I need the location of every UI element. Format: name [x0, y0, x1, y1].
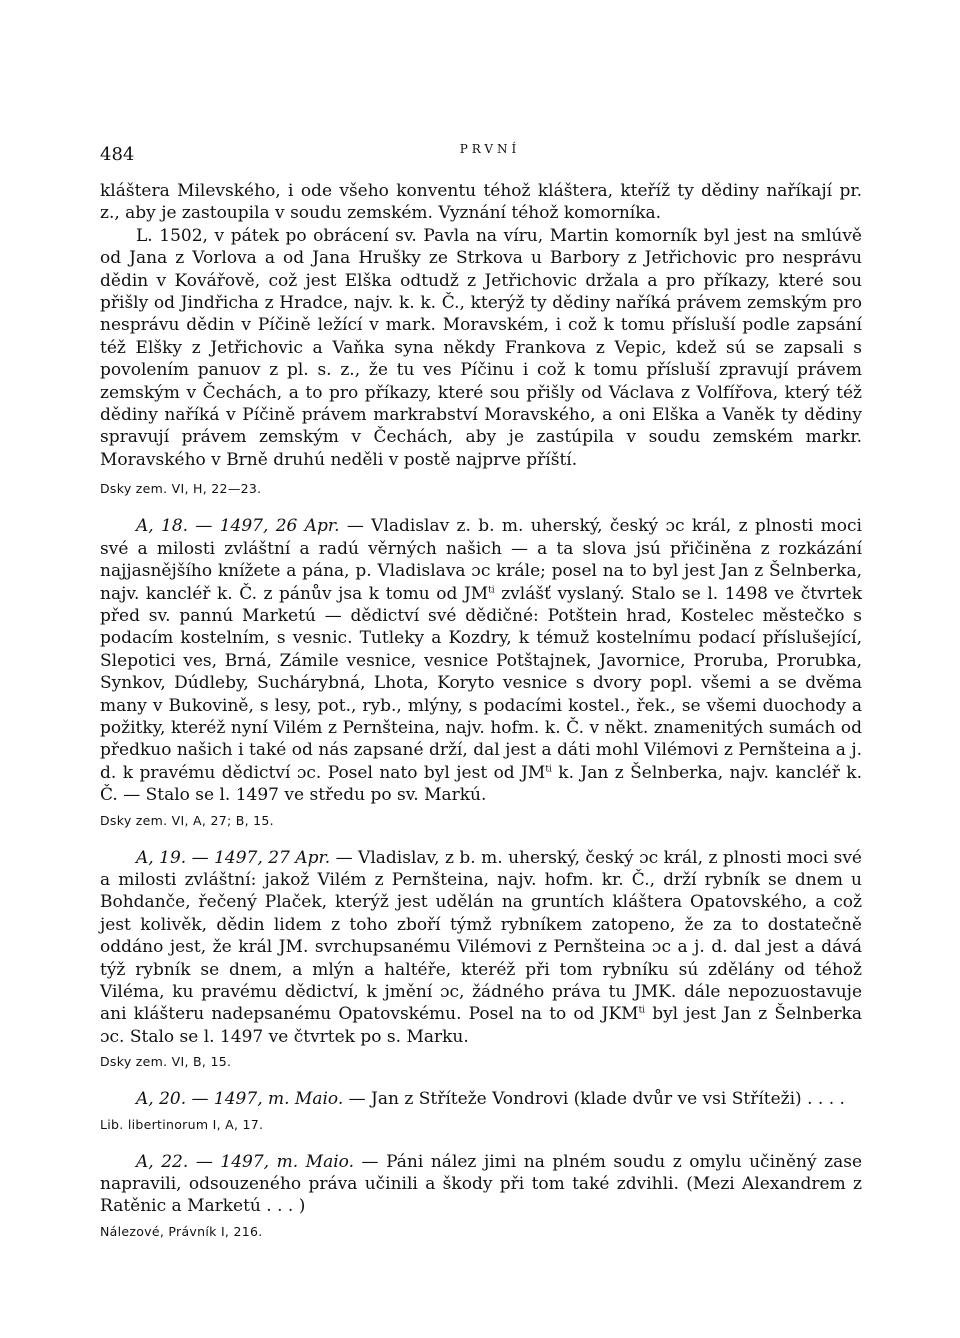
entry-text: — Vladislav z. b. m. uherský, český ɔc král, z plnosti moci své a milosti zvláštní a radú věrných našich — a ta slova jsú přičiněna z rozkázání najjasnějšího knížete a pána, p. Vladislava ɔc krále; posel na to byl jest Jan z Šelnberka, najv. kancléř k. Č. z pánův jsa k tomu od JM — [100, 516, 862, 604]
source-citation: Dsky zem. VI, B, 15. — [100, 1054, 232, 1070]
entry-a18 — [100, 515, 862, 828]
entry-heading: A, 22. — 1497, m. Maio. — [136, 1151, 354, 1172]
running-title: PRVNÍ — [459, 142, 521, 156]
preamble-record-paragraph: L. 1502, v pátek po obrácení sv. Pavla na víru, Martin komorník byl jest na smlúvě od Jana z Vorlova a od Jana Hrušky ze Strkova u Barbory z Jetřichovic pro nesprávu dědin v Kovářově, což jest Elška odtudž z Jetřichovic držala a pro příkazy, které sou přišly od Jindřicha z Hradce, najv. k. k. Č., kterýž ty dědiny naříká právem zemským pro nesprávu dědin v Píčině ležící v mark. Moravském, i což k tomu přísluší podle zapsání též Elšky z Jetřichovic a Vaňka syna někdy Frankova z Vepic, kdež sú se zapsali s povolením panuov z pl. s. z., že tu ves Píčinu i což k tomu přísluší zpravují právem zemským v Čechách, a to pro příkazy, které sou přišly od Václava z Volfířova, který též dědiny naříká v Píčině právem markrabství Moravského, a oni Elška a Vaněk ty dědiny spravují právem zemským v Čechách, aby je zastúpila v soudu zemském markr. Moravského v Brně druhú neděli v postě najprve příští. — [100, 225, 862, 470]
body-text — [100, 180, 862, 1240]
entry-text: — Páni nález jimi na plném soudu z omylu učiněný zase napravili, odsouzeného práva učinili a škody při tom také zdvihli. (Mezi Alexandrem z Ratěnic a Marketú . . . ) — [100, 1151, 863, 1217]
entry-text: k. Jan z Šelnberka, najv. kancléř k. Č. — Stalo se l. 1497 ve středu po sv. Markú. — [100, 762, 862, 806]
entry-a19 — [100, 847, 862, 1071]
superscript: ti — [488, 584, 495, 595]
entry-heading: A, 18. — 1497, 26 Apr. — [136, 516, 340, 537]
source-citation: Nálezové, Právník I, 216. — [100, 1223, 263, 1239]
superscript: ti — [638, 1005, 646, 1016]
entry-text: — Jan z Stříteže Vondrovi (klade dvůr ve vsi Stříteži) . . . . — [343, 1089, 845, 1110]
entry-paragraph — [100, 1151, 862, 1218]
preamble-paragraph: kláštera Milevského, i ode všeho konventu téhož kláštera, kteříž ty dědiny naříkají pr. z., aby je zastoupila v soudu zemském. Vyznání téhož komorníka. — [100, 181, 862, 224]
entry-a20 — [100, 1088, 862, 1132]
source-citation: Dsky zem. VI, A, 27; B, 15. — [100, 812, 274, 828]
entry-paragraph — [100, 515, 862, 806]
entry-text: — Vladislav, z b. m. uherský, český ɔc král, z plnosti moci své a milosti zvláštní: jakož Vilém z Pernšteina, najv. hofm. kr. Č., drží rybník se dnem u Bohdanče, řečený Plaček, kterýž jest udělán na gruntích kláštera Opatovského, a což jest kolivěk, dědin lidem z toho zboří týmž rybníkem zatopeno, že za to dostatečně oddáno jest, že král JM. svrchupsanému Vilémovi z Pernšteina ɔc a j. d. dal jest a dává týž rybník se dnem, a mlýn a haltéře, kteréž při tom rybníku sú zdělány od téhož Viléma, ku pravému dědictví, k jmění ɔc, žádného práva tu JMK. dále nepozuostavuje ani klášteru nadepsanému Opatovskému. Posel na to od JKM — [100, 847, 862, 1025]
page-number: 484 — [100, 144, 135, 165]
entry-text: byl jest Jan z Šelnberka ɔc. Stalo se l. 1497 ve čtvrtek po s. Marku. — [100, 1004, 862, 1047]
entry-heading: A, 20. — 1497, m. Maio. — [136, 1089, 344, 1110]
entry-text: zvlášť vyslaný. Stalo se l. 1498 ve čtvrtek před sv. pannú Marketú — dědictví své dědičné: Potštein hrad, Kostelec městečko s podacím kostelním, s vesnic. Tutleky a Kozdry, k témuž kostelnímu podací příslušející, Slepotici ves, Brná, Zámile vesnice, vesnice Potštajnek, Javornice, Proruba, Prorubka, Synkov, Dúdleby, Suchárybná, Lhota, Koryto vesnice s dvory popl. všemi a se dvěma many v Bukovině, s lesy, pot., ryb., mlýny, s podacími kostel., řek., se všemi duochody a požitky, kteréž nyní Vilém z Pernšteina, najv. hofm. k. Č. v někt. znamenitých sumách od předkuo našich i také od nás zapsané drží, dal jest a dáti mohl Vilémovi z Pernšteina a j. d. k pravému dědictví ɔc. Posel nato byl jest od JM — [100, 583, 862, 783]
source-citation: Dsky zem. VI, H, 22—23. — [100, 481, 262, 497]
entry-a22 — [100, 1151, 862, 1240]
superscript: ti — [545, 764, 552, 775]
entry-heading: A, 19. — 1497, 27 Apr. — [136, 847, 331, 868]
source-citation: Lib. libertinorum I, A, 17. — [100, 1116, 264, 1132]
entry-paragraph — [100, 847, 862, 1049]
entry-paragraph — [100, 1088, 862, 1110]
